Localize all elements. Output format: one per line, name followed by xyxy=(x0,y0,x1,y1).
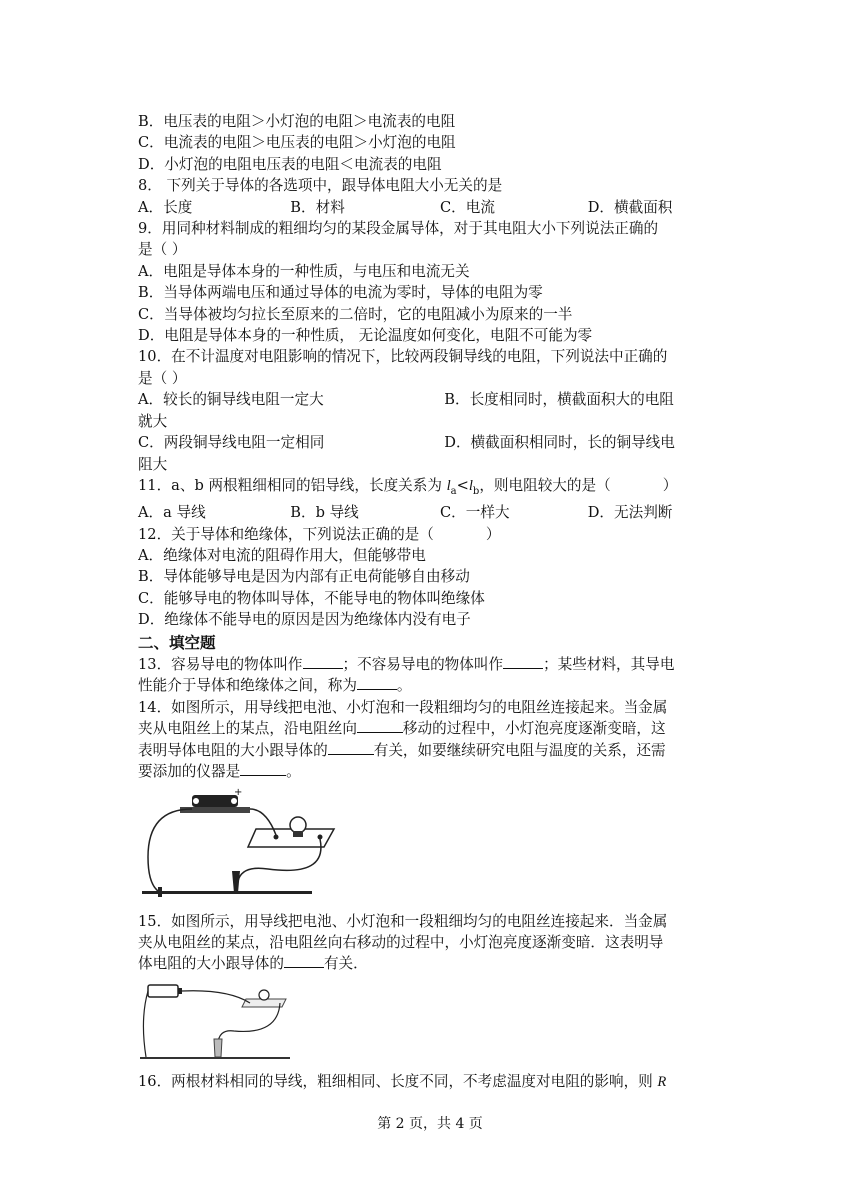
q8-options xyxy=(138,197,722,218)
resistance-wire xyxy=(140,1057,290,1059)
q15-line2: 夹从电阻丝的某点，沿电阻丝向右移动的过程中，小灯泡亮度逐渐变暗．这表明导 xyxy=(138,933,664,951)
q9-option-c: C．当导体被均匀拉长至原来的二倍时，它的电阻减小为原来的一半 xyxy=(138,305,573,323)
q13-blank-1 xyxy=(303,654,343,669)
q14-line2: 夹从电阻丝上的某点，沿电阻丝向 移动的过程中，小灯泡亮度逐渐变暗，这 xyxy=(138,720,666,738)
q8-option-b: B．材料 xyxy=(290,198,345,216)
q10-stem-line1: 10．在不计温度对电阻影响的情况下，比较两段铜导线的电阻，下列说法中正确的 xyxy=(138,348,668,366)
q12-option-d: D．绝缘体不能导电的原因是因为绝缘体内没有电子 xyxy=(138,611,471,629)
q10-options-row1 xyxy=(138,389,722,410)
battery-icon xyxy=(148,985,178,997)
q14-blank-3 xyxy=(240,761,286,776)
q15-circuit-figure xyxy=(138,979,292,1065)
q11-option-d: D．无法判断 xyxy=(587,504,673,522)
page-footer: 第 2 页，共 4 页 xyxy=(377,1116,483,1132)
q10-stem-line2: 是（ ） xyxy=(138,369,187,387)
wire xyxy=(218,1003,280,1045)
q10-option-b-cont: 就大 xyxy=(138,412,168,430)
q9-stem-line2: 是（ ） xyxy=(138,241,187,259)
q8-option-a: A．长度 xyxy=(138,198,193,216)
q10-option-a: A．较长的铜导线电阻一定大 xyxy=(138,391,324,409)
q7-option-d: D．小灯泡的电阻电压表的电阻＜电流表的电阻 xyxy=(138,155,442,173)
q10-options-row2 xyxy=(138,432,722,453)
q7-option-c: C．电流表的电阻＞电压表的电阻＞小灯泡的电阻 xyxy=(138,134,456,152)
q9-stem-line1: 9．用同种材料制成的粗细均匀的某段金属导体，对于其电阻大小下列说法正确的 xyxy=(138,220,659,238)
q13-blank-2 xyxy=(503,654,543,669)
battery-base xyxy=(180,807,250,813)
q15-blank-1 xyxy=(284,953,324,968)
q13-line2: 性能介于导体和绝缘体之间，称为 。 xyxy=(138,677,412,695)
q10-option-c: C．两段铜导线电阻一定相同 xyxy=(138,434,325,452)
q7-option-b: B．电压表的电阻＞小灯泡的电阻＞电流表的电阻 xyxy=(138,113,456,130)
metal-clip-icon xyxy=(214,1039,222,1057)
page-content xyxy=(138,111,722,1093)
q12-option-a: A．绝缘体对电流的阻碍作用大，但能够带电 xyxy=(138,547,426,565)
q10-option-d-cont: 阻大 xyxy=(138,455,168,473)
q9-option-d: D．电阻是导体本身的一种性质， 无论温度如何变化，电阻不可能为零 xyxy=(138,327,593,345)
q16-line1: 16．两根材料相同的导线，粗细相同、长度不同，不考虑温度对电阻的影响，则 R xyxy=(138,1072,667,1090)
q11-option-a: A．a 导线 xyxy=(138,504,206,522)
q8-option-c: C．电流 xyxy=(440,198,495,216)
resistance-wire xyxy=(142,891,312,894)
q14-line4: 要添加的仪器是 。 xyxy=(138,763,301,781)
q14-line3: 表明导体电阻的大小跟导体的 有关，如要继续研究电阻与温度的关系，还需 xyxy=(138,741,666,759)
q11-option-c: C．一样大 xyxy=(440,504,510,522)
q8-stem: 8． 下列关于导体的各选项中，跟导体电阻大小无关的是 xyxy=(138,177,503,195)
lightbulb-icon xyxy=(290,817,306,833)
q11-options xyxy=(138,502,722,523)
q13-blank-3 xyxy=(357,675,397,690)
wire xyxy=(182,990,250,1002)
q14-line1: 14．如图所示，用导线把电池、小灯泡和一段粗细均匀的电阻丝连接起来。当金属 xyxy=(138,698,668,716)
q15-line3: 体电阻的大小跟导体的 有关． xyxy=(138,955,368,973)
q10-option-d: D．横截面积相同时，长的铜导线电 xyxy=(444,434,675,452)
q8-option-d: D．横截面积 xyxy=(587,198,673,216)
q11-stem: 11．a、b 两根粗细相同的铝导线，长度关系为 $l_a<l_b$，则电阻较大的是（ ） xyxy=(138,476,678,497)
lightbulb-icon xyxy=(259,990,269,1000)
wire xyxy=(143,991,148,1057)
q12-stem: 12．关于导体和绝缘体，下列说法正确的是（ ） xyxy=(138,525,501,543)
q14-blank-1 xyxy=(357,718,403,733)
wire xyxy=(148,809,192,891)
q12-option-b: B．导体能够导电是因为内部有正电荷能够自由移动 xyxy=(138,568,470,586)
svg-text:+: + xyxy=(234,786,243,798)
q9-option-a: A．电阻是导体本身的一种性质，与电压和电流无关 xyxy=(138,262,470,280)
metal-clip-icon xyxy=(232,871,240,893)
q9-option-b: B．当导体两端电压和通过导体的电流为零时，导体的电阻为零 xyxy=(138,284,543,302)
q12-option-c: C．能够导电的物体叫导体，不能导电的物体叫绝缘体 xyxy=(138,589,485,607)
section-title-fill-in: 二、填空题 xyxy=(138,633,216,652)
q10-option-b: B．长度相同时，横截面积大的电阻 xyxy=(444,391,674,409)
q14-circuit-figure xyxy=(138,787,348,905)
q14-blank-2 xyxy=(328,740,374,755)
q13-line1: 13．容易导电的物体叫作 ；不容易导电的物体叫作 ；某些材料，其导电 xyxy=(138,656,675,674)
q15-line1: 15．如图所示，用导线把电池、小灯泡和一段粗细均匀的电阻丝连接起来．当金属 xyxy=(138,912,668,930)
q11-option-b: B．b 导线 xyxy=(290,504,359,522)
